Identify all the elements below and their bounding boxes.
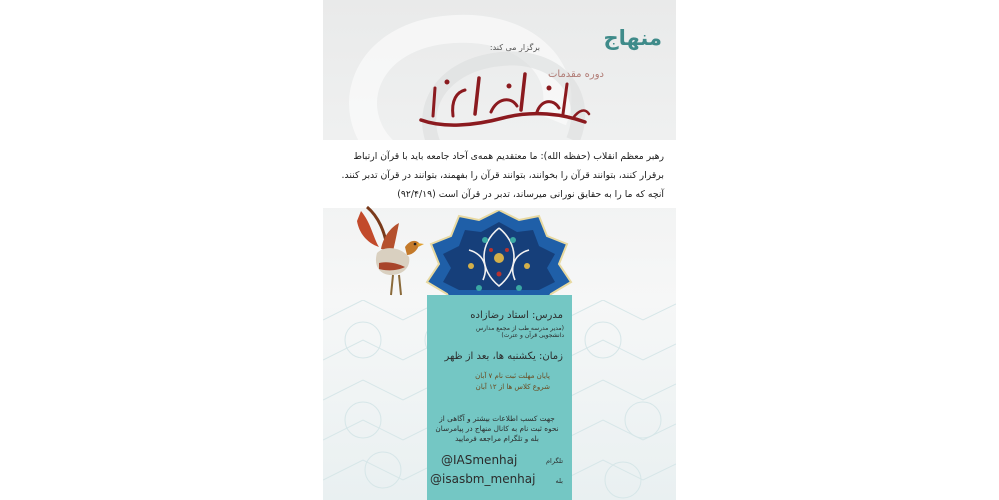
telegram-label: تلگرام: [546, 457, 563, 465]
menhaj-logo: منهاج: [603, 26, 662, 50]
registration-deadline: پایان مهلت ثبت نام ۷ آبان: [475, 372, 550, 380]
class-start-date: شروع کلاس ها از ۱۲ آبان: [475, 383, 550, 391]
bale-label: بله: [555, 477, 563, 485]
poster: [323, 0, 676, 500]
class-time: زمان: یکشنبه ها، بعد از ظهر: [444, 351, 563, 362]
bird-illustration: [353, 203, 425, 299]
info-panel: [427, 295, 572, 500]
leader-quote: رهبر معظم انقلاب (حفظه الله): ما معتقدیم همه‌ی آحاد جامعه باید با قرآن ارتباط برقرار کنند، بتوانند قرآن را بخوانند، بتوانند قرآن را بفهمند، بتوانند در قرآن تدبر کنند. آنچه که ما را به حقایق نورانی میرساند، تدبر در قرآن است (۹۲/۴/۱۹): [341, 151, 664, 200]
quote-box: [323, 140, 676, 208]
telegram-handle[interactable]: @IASmenhaj: [441, 453, 518, 467]
teacher-name: مدرس: استاد رضازاده: [470, 310, 563, 321]
more-info-text: جهت کسب اطلاعات بیشتر و آگاهی از نحوه ثبت نام به کانال منهاج در پیامرسان بله و تلگرام مراجعه فرمایید: [435, 414, 559, 443]
bale-handle[interactable]: @isasbm_menhaj: [430, 472, 536, 486]
tile-ornament: [419, 210, 579, 305]
teacher-note: (مدیر مدرسه طب از مجمع مدارس دانشجویی قرآن و عترت): [476, 325, 564, 339]
organizes-text: برگزار می کند:: [489, 43, 540, 52]
course-title-calligraphy: [413, 70, 593, 132]
course-intro: دوره مقدمات: [547, 69, 604, 80]
